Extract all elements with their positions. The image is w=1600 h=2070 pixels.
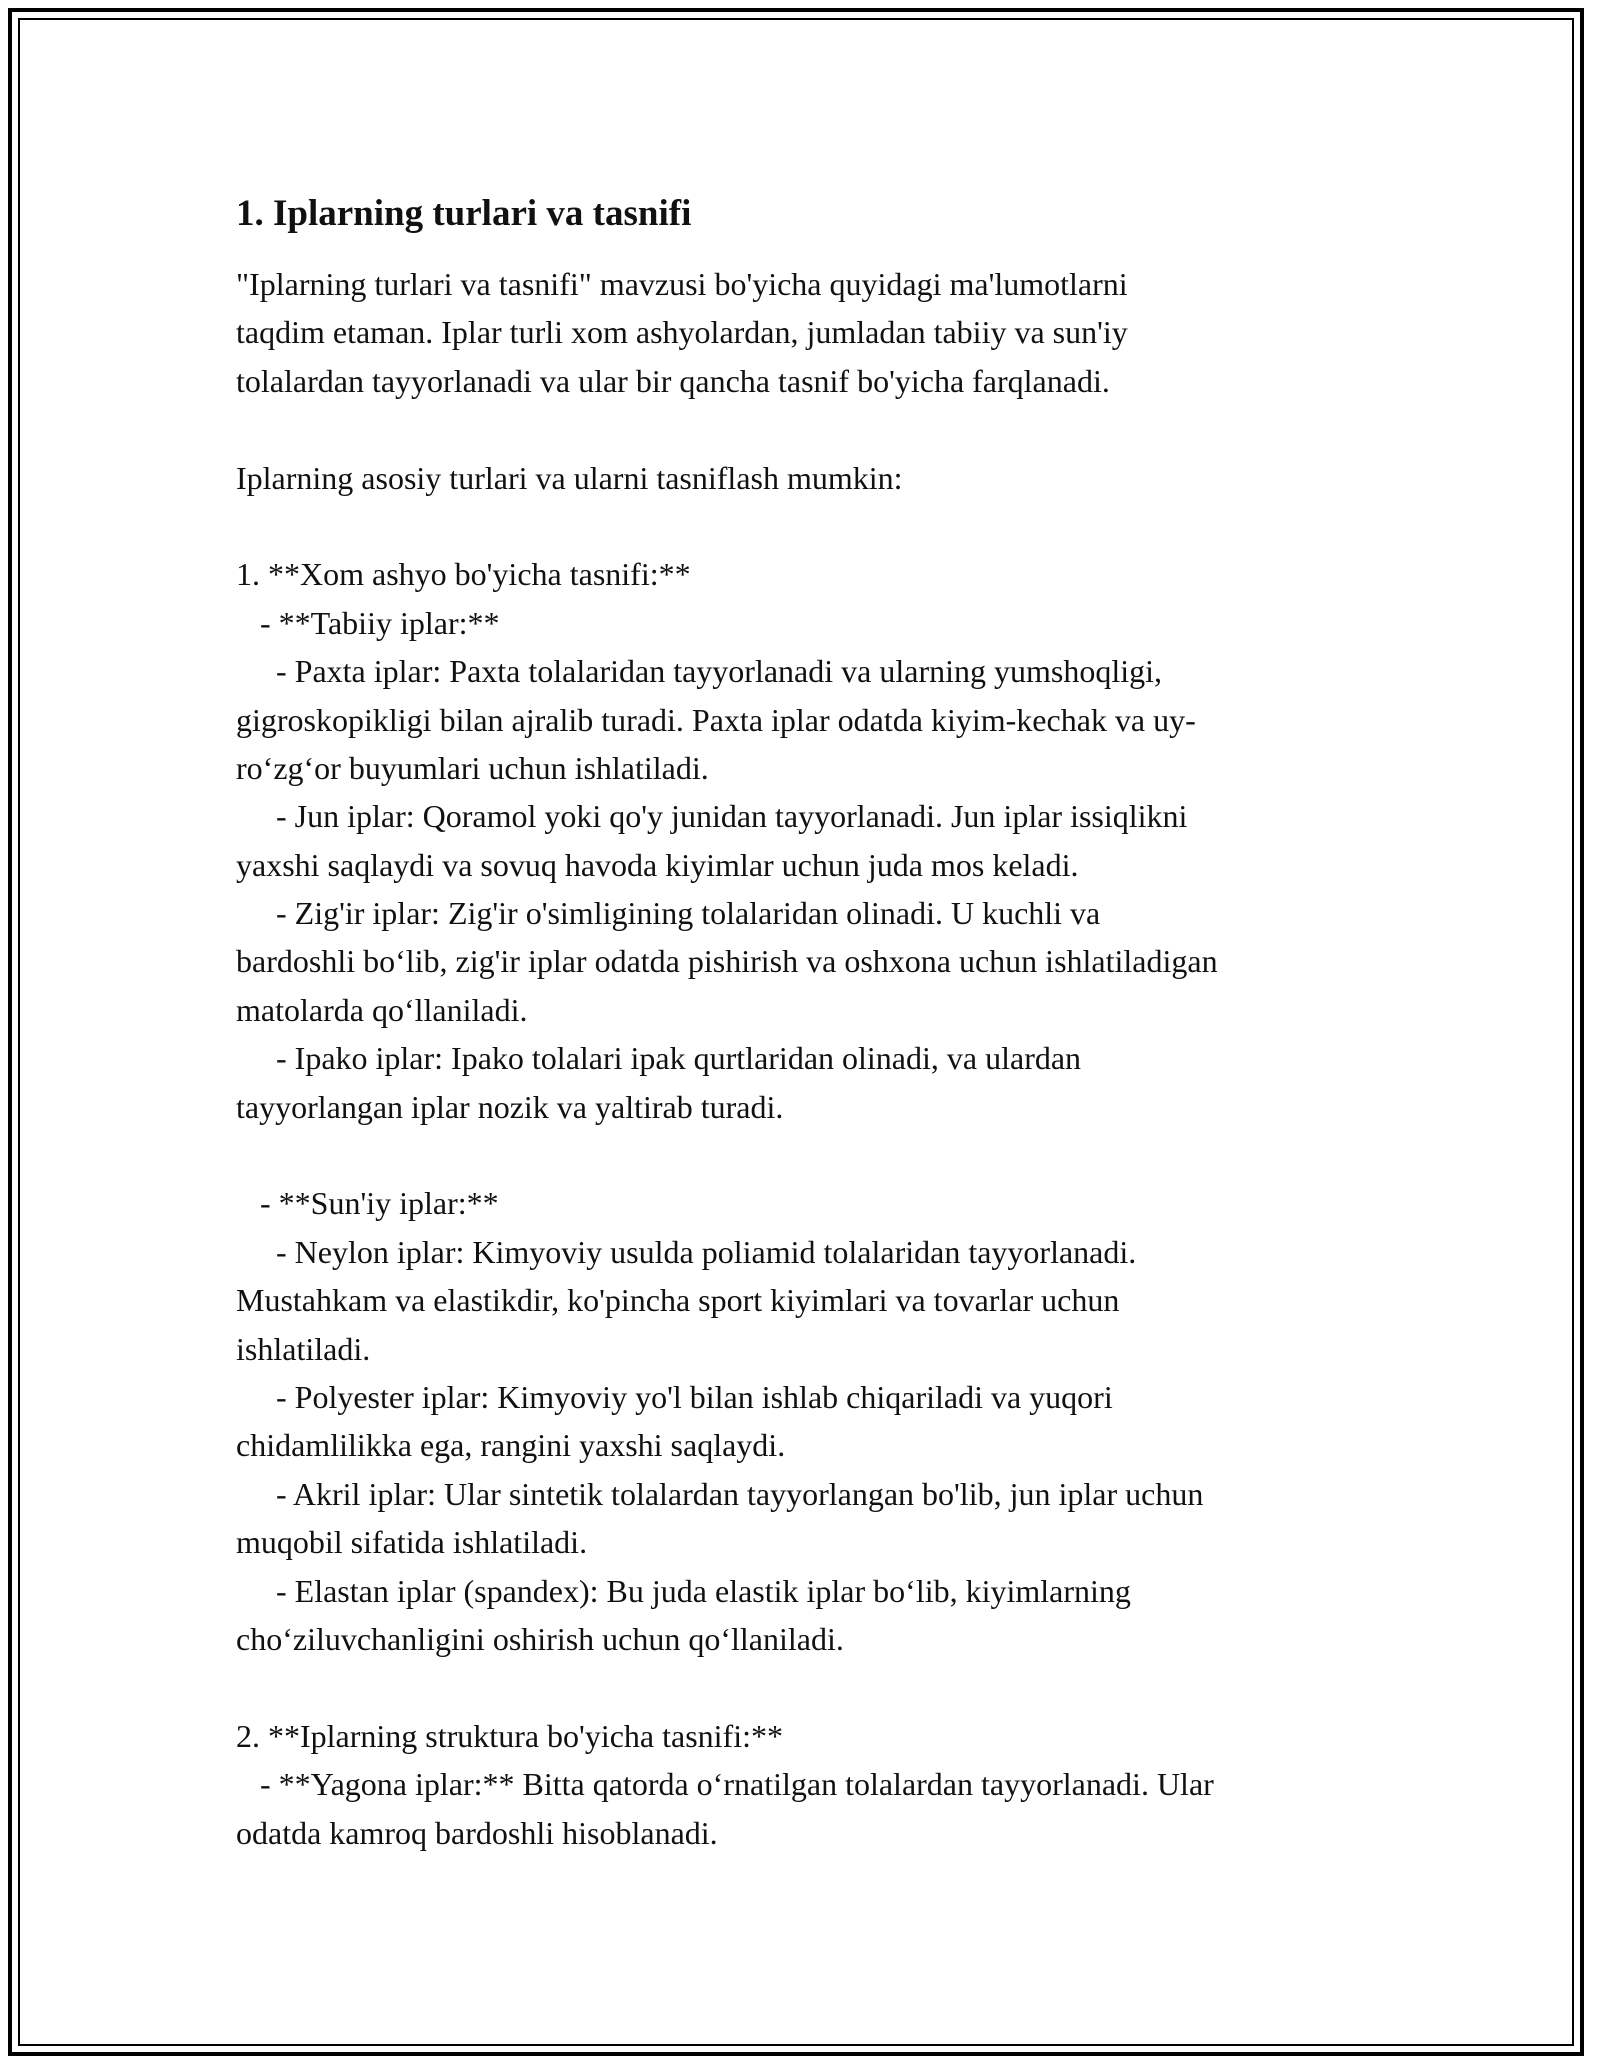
text-line: - **Sun'iy iplar:**: [236, 1185, 499, 1222]
text-line: taqdim etaman. Iplar turli xom ashyolardan, jumladan tabiiy va sun'iy: [236, 314, 1128, 351]
text-line: chidamlilikka ega, rangini yaxshi saqlaydi.: [236, 1427, 786, 1464]
text-line: - Jun iplar: Qoramol yoki qo'y junidan tayyorlanadi. Jun iplar issiqlikni: [236, 798, 1188, 835]
blank-line: [236, 1131, 1376, 1179]
text-line: tayyorlangan iplar nozik va yaltirab turadi.: [236, 1088, 784, 1125]
text-line: ro‘zg‘or buyumlari uchun ishlatiladi.: [236, 749, 709, 786]
text-line: - Ipako iplar: Ipako tolalari ipak qurtlaridan olinadi, va ulardan: [236, 1040, 1082, 1077]
text-line: tolalardan tayyorlanadi va ular bir qancha tasnif bo'yicha farqlanadi.: [236, 362, 1110, 399]
text-line: Iplarning asosiy turlari va ularni tasniflash mumkin:: [236, 459, 903, 496]
text-line: muqobil sifatida ishlatiladi.: [236, 1524, 588, 1561]
text-line: matolarda qo‘llaniladi.: [236, 991, 528, 1028]
document-body: [236, 190, 1376, 1857]
blank-line: [236, 405, 1376, 453]
text-line: odatda kamroq bardoshli hisoblanadi.: [236, 1814, 718, 1851]
document-heading: 1. Iplarning turlari va tasnifi: [236, 193, 692, 234]
text-line: - Zig'ir iplar: Zig'ir o'simligining tolalaridan olinadi. U kuchli va: [236, 895, 1101, 932]
text-line: ishlatiladi.: [236, 1330, 371, 1367]
text-line: Mustahkam va elastikdir, ko'pincha sport kiyimlari va tovarlar uchun: [236, 1282, 1120, 1319]
document-text: [236, 260, 1376, 1857]
blank-line: [236, 502, 1376, 550]
text-line: yaxshi saqlaydi va sovuq havoda kiyimlar uchun juda mos keladi.: [236, 846, 1079, 883]
blank-line: [236, 1663, 1376, 1711]
text-line: "Iplarning turlari va tasnifi" mavzusi bo'yicha quyidagi ma'lumotlarni: [236, 266, 1128, 302]
text-line: - Akril iplar: Ular sintetik tolalardan tayyorlangan bo'lib, jun iplar uchun: [236, 1475, 1204, 1512]
text-line: - Neylon iplar: Kimyoviy usulda poliamid tolalaridan tayyorlanadi.: [236, 1233, 1137, 1270]
text-line: bardoshli bo‘lib, zig'ir iplar odatda pishirish va oshxona uchun ishlatiladigan: [236, 943, 1218, 980]
text-line: - **Yagona iplar:** Bitta qatorda o‘rnatilgan tolalardan tayyorlanadi. Ular: [236, 1766, 1214, 1803]
text-line: - Paxta iplar: Paxta tolalaridan tayyorlanadi va ularning yumshoqligi,: [236, 653, 1162, 690]
text-line: - Polyester iplar: Kimyoviy yo'l bilan ishlab chiqariladi va yuqori: [236, 1378, 1113, 1415]
text-line: cho‘ziluvchanligini oshirish uchun qo‘llaniladi.: [236, 1620, 844, 1657]
text-line: - Elastan iplar (spandex): Bu juda elastik iplar bo‘lib, kiyimlarning: [236, 1572, 1131, 1609]
text-line: - **Tabiiy iplar:**: [236, 604, 500, 641]
text-line: 1. **Xom ashyo bo'yicha tasnifi:**: [236, 556, 691, 593]
text-line: 2. **Iplarning struktura bo'yicha tasnifi:**: [236, 1717, 783, 1754]
text-line: gigroskopikligi bilan ajralib turadi. Paxta iplar odatda kiyim-kechak va uy-: [236, 701, 1196, 738]
